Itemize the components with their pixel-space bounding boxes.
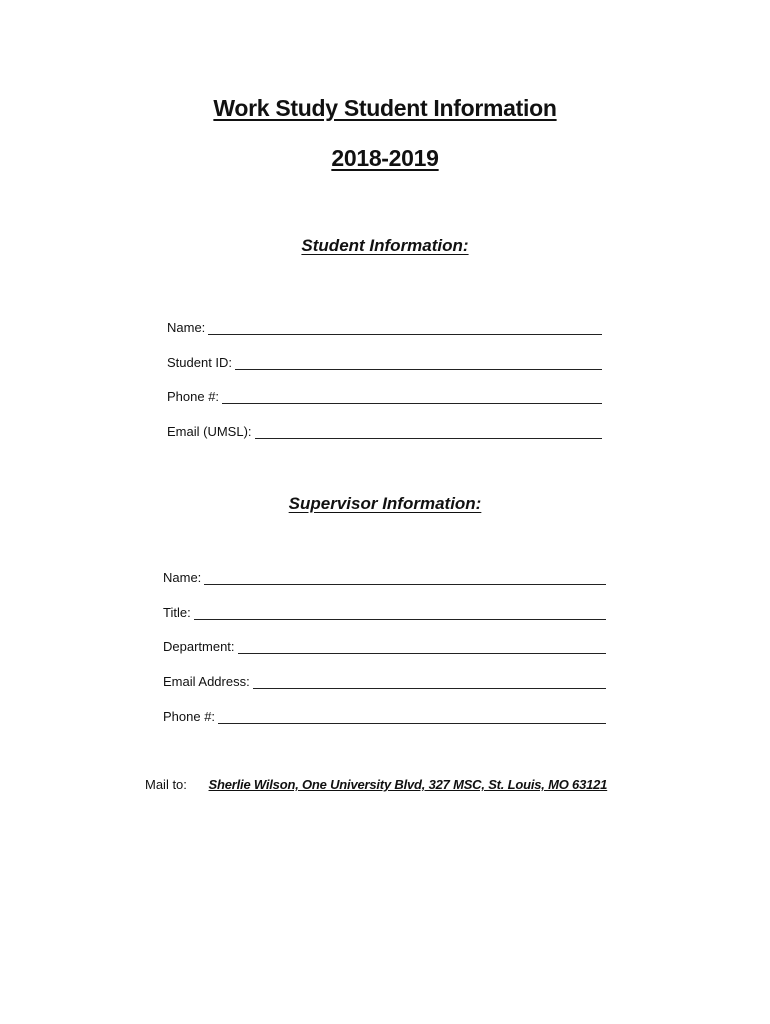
student-id-label: Student ID: (167, 355, 233, 370)
mail-address: Sherlie Wilson, One University Blvd, 327 MSC, St. Louis, MO 63121 (208, 777, 608, 792)
student-name-label: Name: (167, 320, 206, 335)
supervisor-name-line[interactable] (204, 584, 606, 585)
supervisor-email-label: Email Address: (163, 674, 250, 689)
supervisor-email-line[interactable] (253, 688, 606, 689)
student-section-heading: Student Information: (301, 236, 469, 255)
supervisor-name-field[interactable] (163, 566, 606, 586)
supervisor-email-field[interactable] (163, 670, 606, 690)
document-title: Work Study Student Information (213, 95, 557, 121)
supervisor-phone-line[interactable] (218, 723, 606, 724)
student-email-line[interactable] (255, 438, 602, 439)
student-name-line[interactable] (208, 334, 602, 335)
student-email-field[interactable] (167, 420, 602, 440)
supervisor-department-line[interactable] (238, 653, 606, 654)
supervisor-section-heading: Supervisor Information: (288, 494, 482, 513)
supervisor-title-field[interactable] (163, 601, 606, 621)
student-phone-line[interactable] (222, 403, 602, 404)
student-phone-field[interactable] (167, 385, 602, 405)
supervisor-title-label: Title: (163, 605, 191, 620)
mail-to-line (145, 777, 607, 792)
document-year: 2018-2019 (331, 145, 439, 171)
supervisor-phone-label: Phone #: (163, 709, 216, 724)
mail-to-label: Mail to: (145, 777, 187, 792)
supervisor-phone-field[interactable] (163, 705, 606, 725)
supervisor-department-field[interactable] (163, 635, 606, 655)
student-id-line[interactable] (235, 369, 602, 370)
supervisor-name-label: Name: (163, 570, 202, 585)
student-name-field[interactable] (167, 316, 602, 336)
supervisor-title-line[interactable] (194, 619, 606, 620)
supervisor-department-label: Department: (163, 639, 235, 654)
student-phone-label: Phone #: (167, 389, 220, 404)
student-id-field[interactable] (167, 351, 602, 371)
student-email-label: Email (UMSL): (167, 424, 252, 439)
